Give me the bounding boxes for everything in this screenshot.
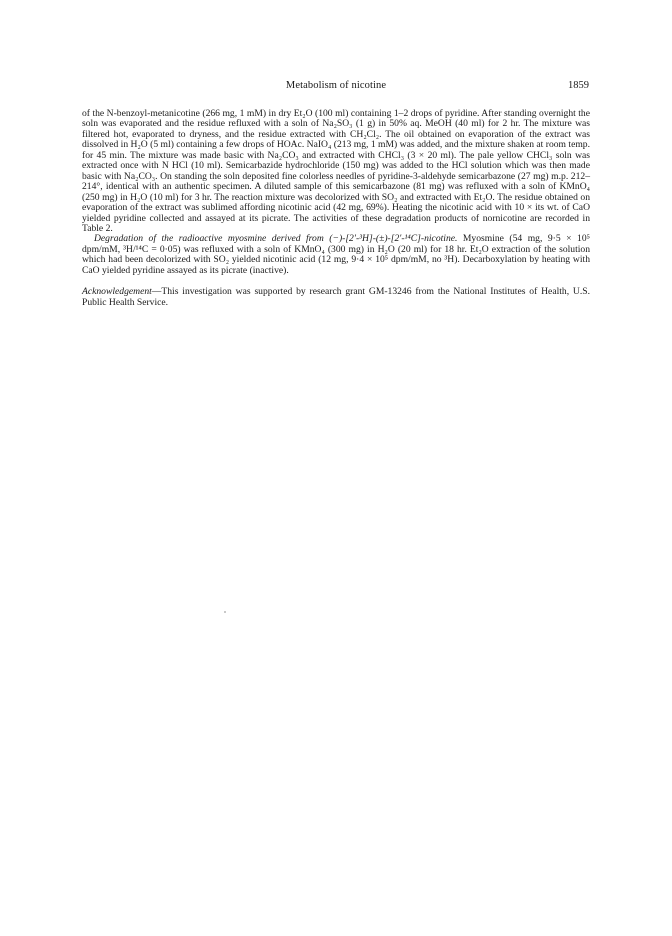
running-title: Metabolism of nicotine: [285, 80, 387, 91]
procedure-paragraph: of the N-benzoyl-metanicotine (266 mg, 1 mM) in dry Et₂O (100 ml) containing 1–2 drops of pyridine. After standing overnight the soln was evaporated and the residue refluxed with a soln of Na₂SO₃ (1 g) in 50% aq. MeOH (40 ml) for 2 hr. The mixture was filtered hot, evaporated to dryness, and the residue extracted with CH₂Cl₂. The oil obtained on evaporation of the extract was dissolved in H₂O (5 ml) containing a few drops of HOAc. NaIO₄ (213 mg, 1 mM) was added, and the mixture shaken at room temp. for 45 min. The mixture was made basic with Na₂CO₃ and extracted with CHCl₃ (3 × 20 ml). The pale yellow CHCl₃ soln was extracted once with N HCl (10 ml). Semicarbazide hydrochloride (150 mg) was added to the HCl solution which was then made basic with Na₂CO₃. On standing the soln deposited fine colorless needles of pyridine-3-aldehyde semicarbazone (27 mg) m.p. 212–214°, identical with an authentic specimen. A diluted sample of this semicarbazone (81 mg) was refluxed with a soln of KMnO₄ (250 mg) in H₂O (10 ml) for 3 hr. The reaction mixture was decolorized with SO₂ and extracted with Et₂O. The residue obtained on evaporation of the extract was sublimed affording nicotinic acid (42 mg, 69%). Heating the nicotinic acid with 10 × its wt. of CaO yielded pyridine collected and assayed at its picrate. The activities of these degradation products of nornicotine are recorded in Table 2.: [82, 108, 590, 234]
article-body: [82, 109, 590, 308]
acknowledgement-text: —This investigation was supported by research grant GM-13246 from the National Institutes of Health, U.S. Public Health Service.: [82, 286, 590, 308]
degradation-heading: Degradation of the radioactive myosmine derived from (−)-[2′-³H]-(±)-[2′-¹⁴C]-nicotine.: [94, 233, 458, 245]
degradation-paragraph: [82, 234, 590, 276]
scan-speck: [224, 611, 226, 613]
page-number: 1859: [568, 80, 589, 91]
degradation-text: Myosmine (54 mg, 9·5 × 10⁵ dpm/mM, ³H/¹⁴C = 0·05) was refluxed with a soln of KMnO₄ (300 mg) in H₂O (20 ml) for 18 hr. Et₂O extraction of the solution which had been decolorized with SO₂ yielded nicotinic acid (12 mg, 9·4 × 10⁵ dpm/mM, no ³H). Decarboxylation by heating with CaO yielded pyridine assayed as its picrate (inactive).: [82, 233, 590, 276]
acknowledgement-heading: Acknowledgement: [82, 286, 152, 298]
acknowledgement-paragraph: [82, 287, 590, 308]
